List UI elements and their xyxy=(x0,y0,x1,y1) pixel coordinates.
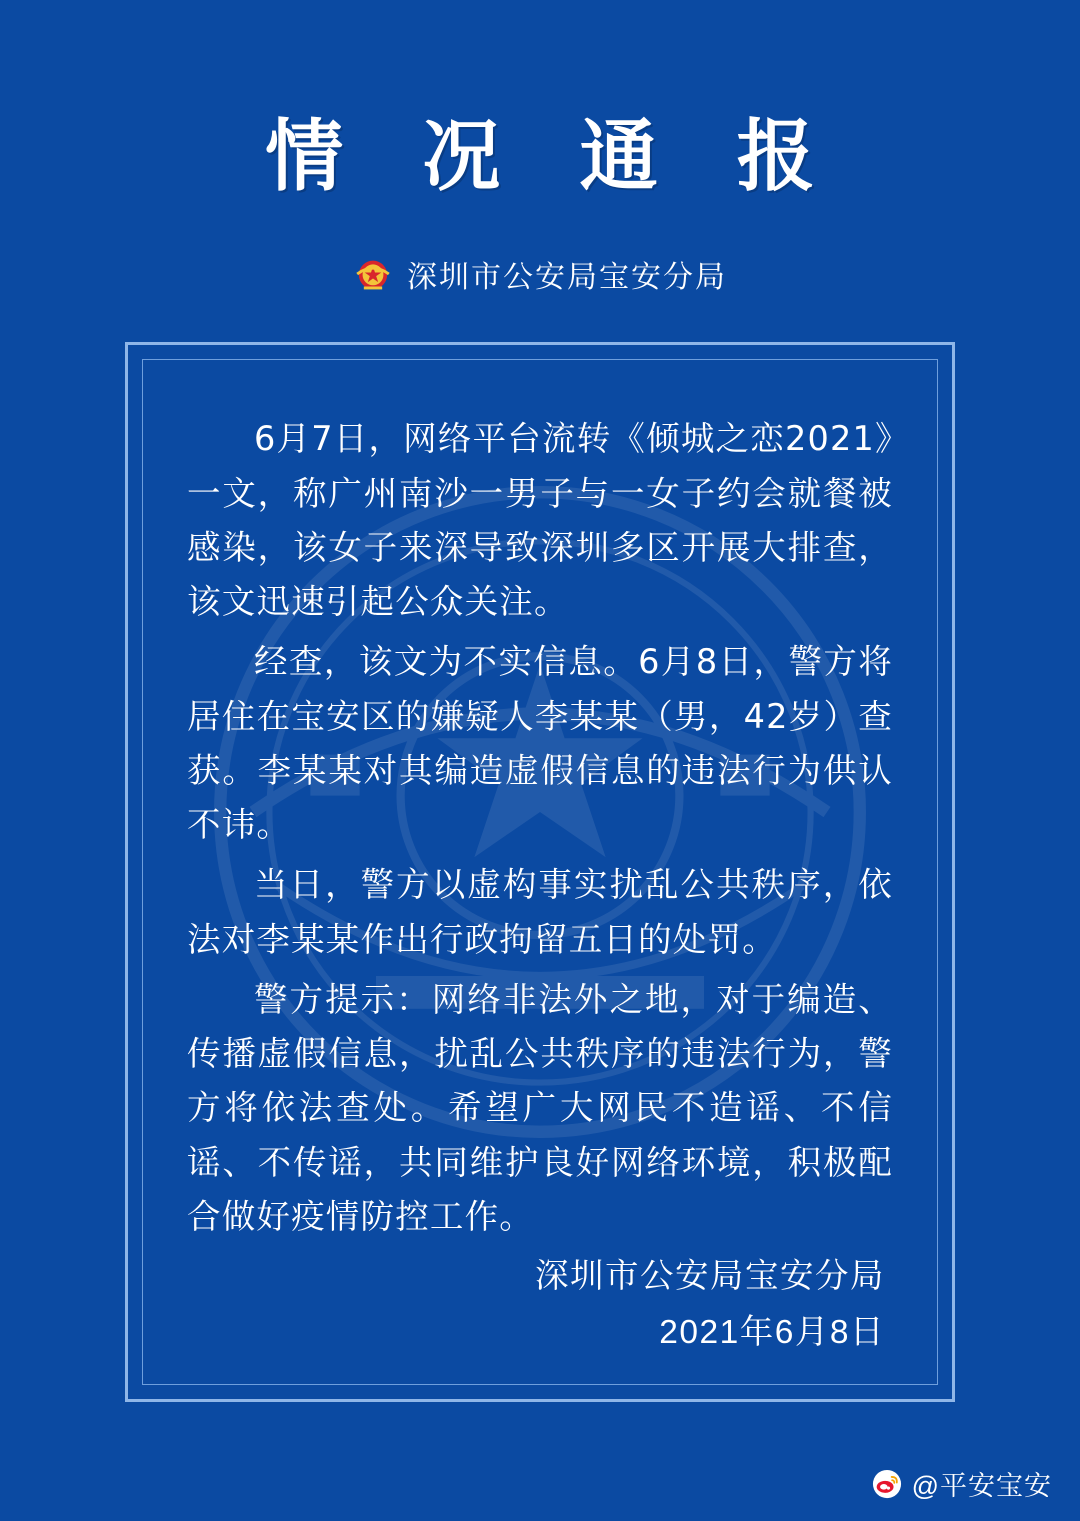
footer-attribution xyxy=(872,1464,1052,1503)
page-title: 情 况 通 报 xyxy=(265,111,841,203)
notice-card-inner xyxy=(142,359,938,1385)
police-emblem-icon xyxy=(353,254,393,294)
signature-organization: 深圳市公安局宝安分局 xyxy=(535,1258,885,1296)
notice-paragraph: 经查，该文为不实信息。6月8日，警方将居住在宝安区的嫌疑人李某某（男，42岁）查获。李某某对其编造虚假信息的违法行为供认不讳。 xyxy=(187,642,893,845)
notice-paragraph: 当日，警方以虚构事实扰乱公共秩序，依法对李某某作出行政拘留五日的处罚。 xyxy=(187,865,893,959)
signature-date: 2021年6月8日 xyxy=(659,1313,885,1351)
notice-body xyxy=(187,412,893,1250)
notice-paragraph: 6月7日，网络平台流转《倾城之恋2021》一文，称广州南沙一男子与一女子约会就餐被感染，该女子来深导致深圳多区开展大排查，该文迅速引起公众关注。 xyxy=(187,419,893,622)
notice-page xyxy=(0,52,1080,1521)
issuer-row xyxy=(0,252,1080,296)
signature-block xyxy=(187,1250,893,1361)
footer-handle: @平安宝安 xyxy=(911,1471,1052,1502)
notice-card xyxy=(125,342,955,1402)
weibo-icon xyxy=(872,1469,902,1499)
notice-paragraph: 警方提示：网络非法外之地，对于编造、传播虚假信息，扰乱公共秩序的违法行为，警方将依法查处。希望广大网民不造谣、不信谣、不传谣，共同维护良好网络环境，积极配合做好疫情防控工作。 xyxy=(187,979,893,1237)
issuer-name: 深圳市公安局宝安分局 xyxy=(407,261,727,295)
